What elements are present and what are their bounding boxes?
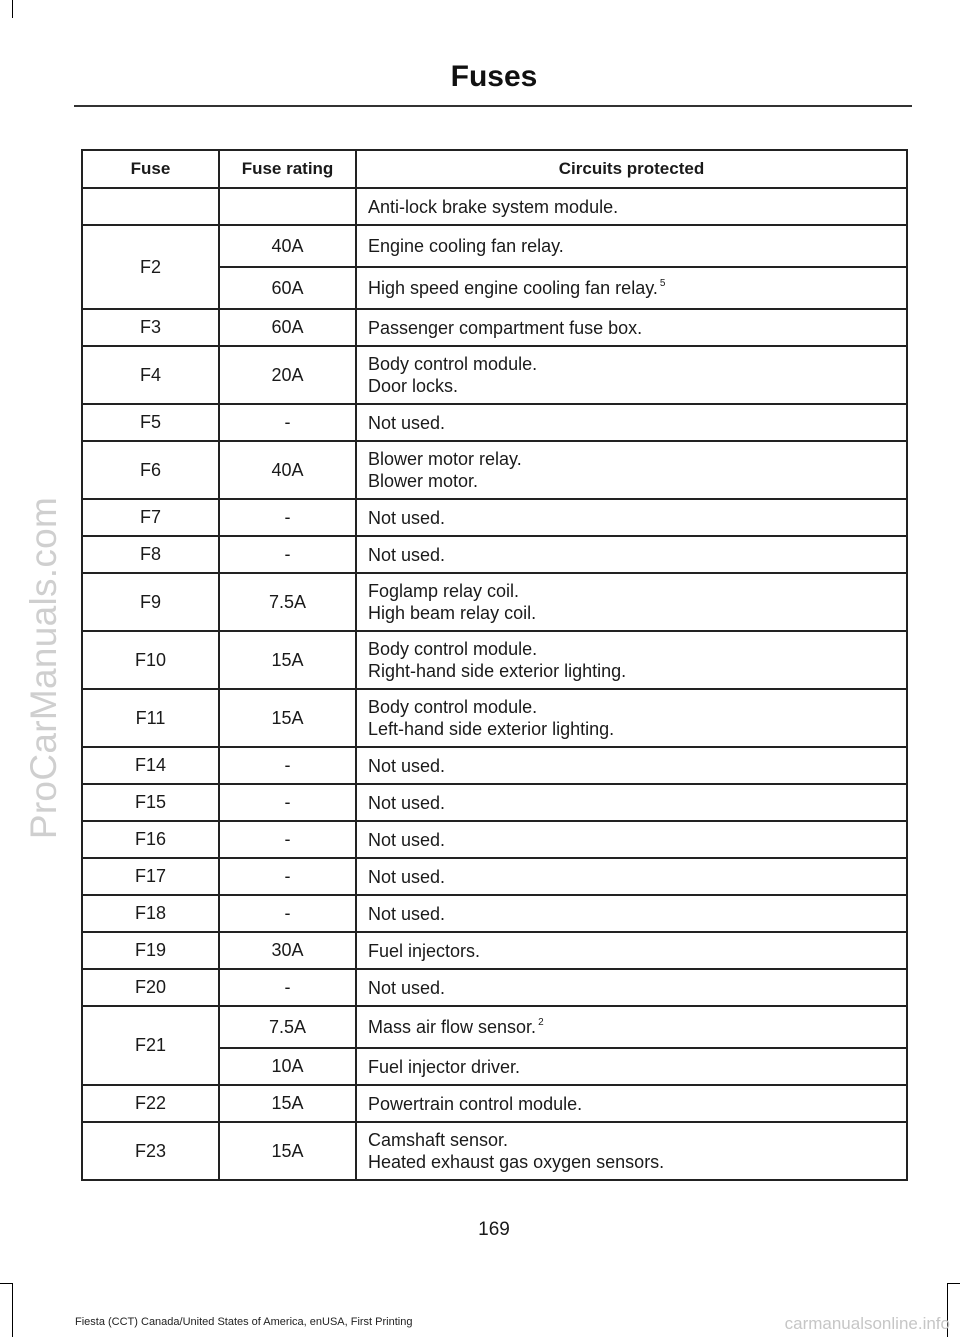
table-row [82, 346, 907, 404]
header-fuse-rating: Fuse rating [219, 150, 356, 188]
circuits-cell: High speed engine cooling fan relay. $^5$ [356, 267, 907, 309]
fuse-cell [82, 188, 219, 225]
rating-cell: 30A [219, 932, 356, 969]
header-fuse: Fuse [82, 150, 219, 188]
fuse-cell: F21 [82, 1006, 219, 1085]
fuse-cell: F7 [82, 499, 219, 536]
rating-cell: 40A [219, 225, 356, 267]
circuits-cell: Powertrain control module. [356, 1085, 907, 1122]
fuse-cell: F2 [82, 225, 219, 309]
circuits-cell: Blower motor relay. Blower motor. [356, 441, 907, 499]
table-row [82, 441, 907, 499]
table-row [82, 499, 907, 536]
footer-watermark: carmanualsonline.info [784, 1314, 950, 1333]
table-row [82, 225, 907, 267]
rating-cell: - [219, 858, 356, 895]
rating-cell: 7.5A [219, 1006, 356, 1048]
fuse-cell: F19 [82, 932, 219, 969]
rating-cell: 60A [219, 267, 356, 309]
fuse-cell: F15 [82, 784, 219, 821]
fuse-cell: F5 [82, 404, 219, 441]
table-header-row [82, 150, 907, 188]
circuits-cell: Body control module. Door locks. [356, 346, 907, 404]
fuse-cell: F20 [82, 969, 219, 1006]
fuse-cell: F23 [82, 1122, 219, 1180]
footnote-marker: 5 [659, 277, 666, 289]
table-row [82, 188, 907, 225]
circuits-cell: Not used. [356, 858, 907, 895]
crop-mark [0, 1283, 12, 1284]
rating-cell: 20A [219, 346, 356, 404]
fuse-cell: F10 [82, 631, 219, 689]
table-row [82, 969, 907, 1006]
rating-cell: 7.5A [219, 573, 356, 631]
circuits-cell: Fuel injector driver. [356, 1048, 907, 1085]
circuits-cell: Not used. [356, 404, 907, 441]
fuse-cell: F9 [82, 573, 219, 631]
table-row [82, 821, 907, 858]
rating-cell: - [219, 747, 356, 784]
header-circuits-protected: Circuits protected [356, 150, 907, 188]
crop-mark [12, 1283, 13, 1337]
circuits-cell: Not used. [356, 969, 907, 1006]
table-row [82, 784, 907, 821]
table-row [82, 747, 907, 784]
table-row [82, 404, 907, 441]
title-divider [74, 105, 912, 107]
fuse-cell: F11 [82, 689, 219, 747]
rating-cell: 60A [219, 309, 356, 346]
rating-cell: - [219, 895, 356, 932]
table-row [82, 1122, 907, 1180]
fuse-table [81, 149, 908, 1181]
circuits-cell: Foglamp relay coil. High beam relay coil. [356, 573, 907, 631]
rating-cell: - [219, 969, 356, 1006]
rating-cell: 15A [219, 1122, 356, 1180]
table-row [82, 689, 907, 747]
side-watermark: ProCarManuals.com [23, 496, 64, 840]
table-row [82, 573, 907, 631]
circuits-cell: Not used. [356, 536, 907, 573]
fuse-cell: F14 [82, 747, 219, 784]
circuits-cell: Passenger compartment fuse box. [356, 309, 907, 346]
crop-mark [948, 1283, 960, 1284]
rating-cell: - [219, 536, 356, 573]
table-row [82, 536, 907, 573]
rating-cell: 15A [219, 1085, 356, 1122]
page-number: 169 [478, 1219, 510, 1240]
table-row [82, 1085, 907, 1122]
rating-cell: 10A [219, 1048, 356, 1085]
crop-mark [12, 0, 13, 18]
fuse-cell: F16 [82, 821, 219, 858]
circuits-cell: Engine cooling fan relay. [356, 225, 907, 267]
rating-cell: - [219, 821, 356, 858]
rating-cell: - [219, 784, 356, 821]
rating-cell: 15A [219, 631, 356, 689]
page-title: Fuses [450, 60, 538, 93]
circuits-cell: Not used. [356, 821, 907, 858]
rating-cell: - [219, 404, 356, 441]
rating-cell: - [219, 499, 356, 536]
circuits-cell: Mass air flow sensor. $^2$ [356, 1006, 907, 1048]
fuse-cell: F22 [82, 1085, 219, 1122]
circuits-cell: Not used. [356, 499, 907, 536]
table-row [82, 631, 907, 689]
fuse-cell: F3 [82, 309, 219, 346]
circuits-cell: Body control module. Left-hand side exterior lighting. [356, 689, 907, 747]
rating-cell [219, 188, 356, 225]
rating-cell: 40A [219, 441, 356, 499]
table-row [82, 895, 907, 932]
circuits-cell: Not used. [356, 895, 907, 932]
circuits-cell: Not used. [356, 784, 907, 821]
circuits-cell: Fuel injectors. [356, 932, 907, 969]
table-row [82, 932, 907, 969]
footnote-marker: 2 [538, 1016, 544, 1028]
rating-cell: 15A [219, 689, 356, 747]
table-row [82, 858, 907, 895]
circuits-cell: Camshaft sensor. Heated exhaust gas oxygen sensors. [356, 1122, 907, 1180]
fuse-cell: F4 [82, 346, 219, 404]
fuse-cell: F18 [82, 895, 219, 932]
fuse-cell: F8 [82, 536, 219, 573]
footer-edition-text: Fiesta (CCT) Canada/United States of America, enUSA, First Printing [75, 1316, 413, 1328]
circuits-cell: Anti-lock brake system module. [356, 188, 907, 225]
circuits-cell: Body control module. Right-hand side exterior lighting. [356, 631, 907, 689]
fuse-cell: F17 [82, 858, 219, 895]
table-row [82, 309, 907, 346]
table-row [82, 1006, 907, 1048]
circuits-cell: Not used. [356, 747, 907, 784]
fuse-cell: F6 [82, 441, 219, 499]
